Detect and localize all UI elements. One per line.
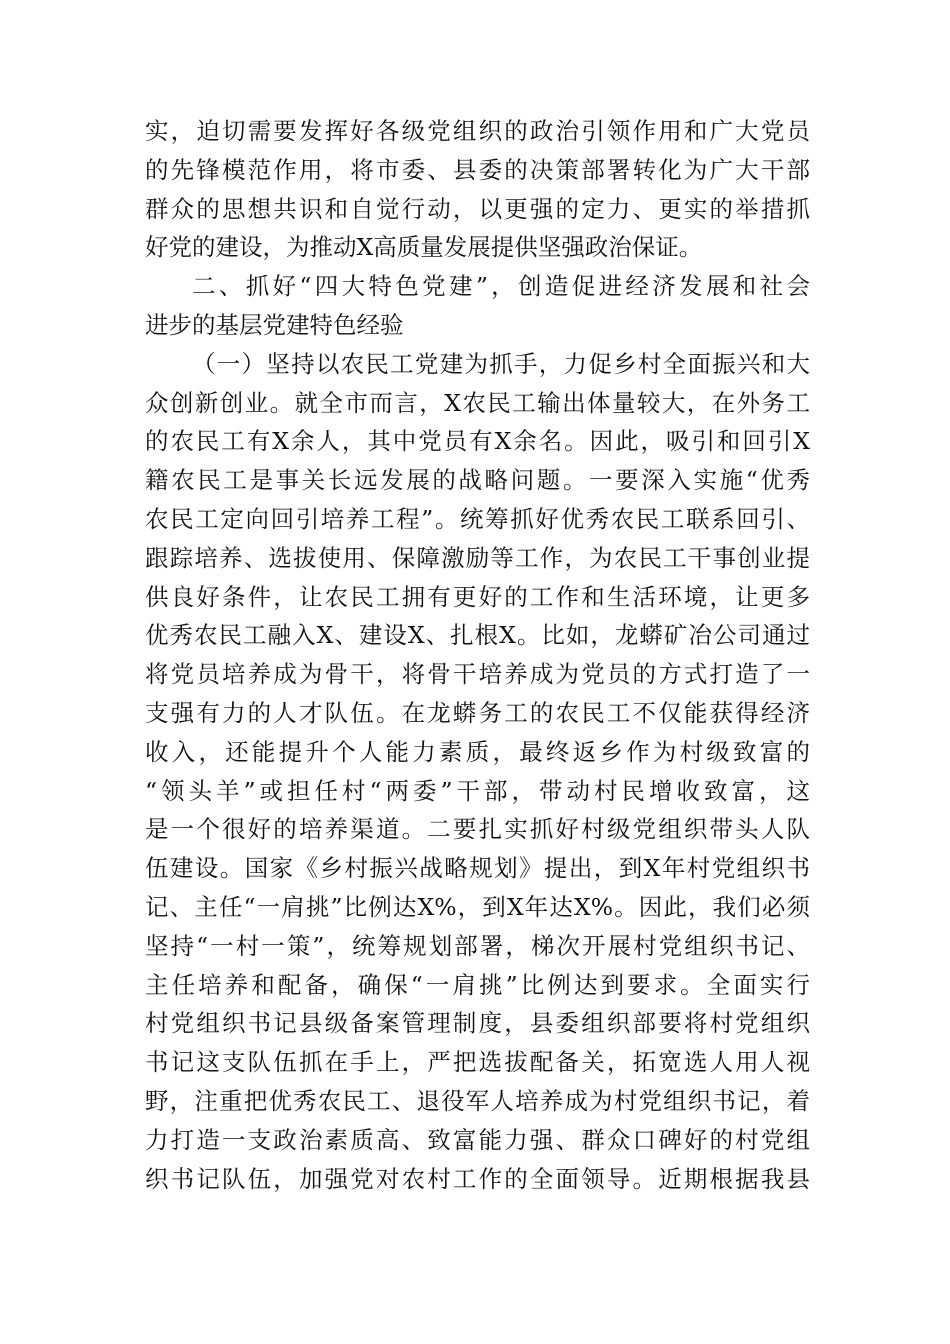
body-text — [145, 112, 810, 1198]
text-line: 将党员培养成为骨干，将骨干培养成为党员的方式打造了一 — [145, 660, 810, 689]
text-line: 的农民工有X余人，其中党员有X余名。因此，吸引和回引X — [145, 427, 810, 456]
text-line: 坚持“一村一策”，统筹规划部署，梯次开展村党组织书记、 — [145, 931, 810, 960]
section-heading-line: 进步的基层党建特色经验 — [145, 310, 404, 339]
text-line: 织书记队伍，加强党对农村工作的全面领导。近期根据我县 — [145, 1164, 810, 1193]
subsection-heading-line: （一）坚持以农民工党建为抓手，力促乡村全面振兴和大 — [192, 349, 810, 378]
text-line: 力打造一支政治素质高、致富能力强、群众口碑好的村党组 — [145, 1125, 810, 1154]
text-line: 主任培养和配备，确保“一肩挑”比例达到要求。全面实行 — [145, 970, 810, 999]
text-line: 书记这支队伍抓在手上，严把选拔配备关，拓宽选人用人视 — [145, 1048, 810, 1077]
text-line: 农民工定向回引培养工程”。统筹抓好优秀农民工联系回引、 — [145, 504, 810, 533]
text-line: 众创新创业。就全市而言，X农民工输出体量较大，在外务工 — [145, 388, 810, 417]
text-line: 跟踪培养、选拔使用、保障激励等工作，为农民工干事创业提 — [145, 543, 810, 572]
text-line: 实，迫切需要发挥好各级党组织的政治引领作用和广大党员 — [145, 117, 810, 145]
text-line: 优秀农民工融入X、建设X、扎根X。比如，龙蟒矿冶公司通过 — [145, 621, 810, 650]
text-line: 供良好条件，让农民工拥有更好的工作和生活环境，让更多 — [145, 582, 810, 611]
text-line: 伍建设。国家《乡村振兴战略规划》提出，到X年村党组织书 — [145, 854, 810, 883]
text-line: 村党组织书记县级备案管理制度，县委组织部要将村党组织 — [145, 1009, 810, 1038]
text-line: 收入，还能提升个人能力素质，最终返乡作为村级致富的 — [145, 737, 810, 766]
text-line: 群众的思想共识和自觉行动，以更强的定力、更实的举措抓 — [145, 194, 810, 223]
section-heading-line: 二、抓好“四大特色党建”，创造促进经济发展和社会 — [192, 272, 810, 301]
text-line: 的先锋模范作用，将市委、县委的决策部署转化为广大干部 — [145, 155, 810, 184]
text-line: 记、主任“一肩挑”比例达X%，到X年达X%。因此，我们必须 — [145, 892, 810, 921]
text-line: 野，注重把优秀农民工、退役军人培养成为村党组织书记，着 — [145, 1086, 810, 1115]
text-line: 支强有力的人才队伍。在龙蟒务工的农民工不仅能获得经济 — [145, 698, 810, 727]
text-line: 籍农民工是事关长远发展的战略问题。一要深入实施“优秀 — [145, 466, 810, 495]
text-line: 是一个很好的培养渠道。二要扎实抓好村级党组织带头人队 — [145, 815, 810, 844]
text-line: 好党的建设，为推动X高质量发展提供坚强政治保证。 — [145, 233, 703, 262]
text-line: “领头羊”或担任村“两委”干部，带动村民增收致富，这 — [145, 776, 810, 805]
